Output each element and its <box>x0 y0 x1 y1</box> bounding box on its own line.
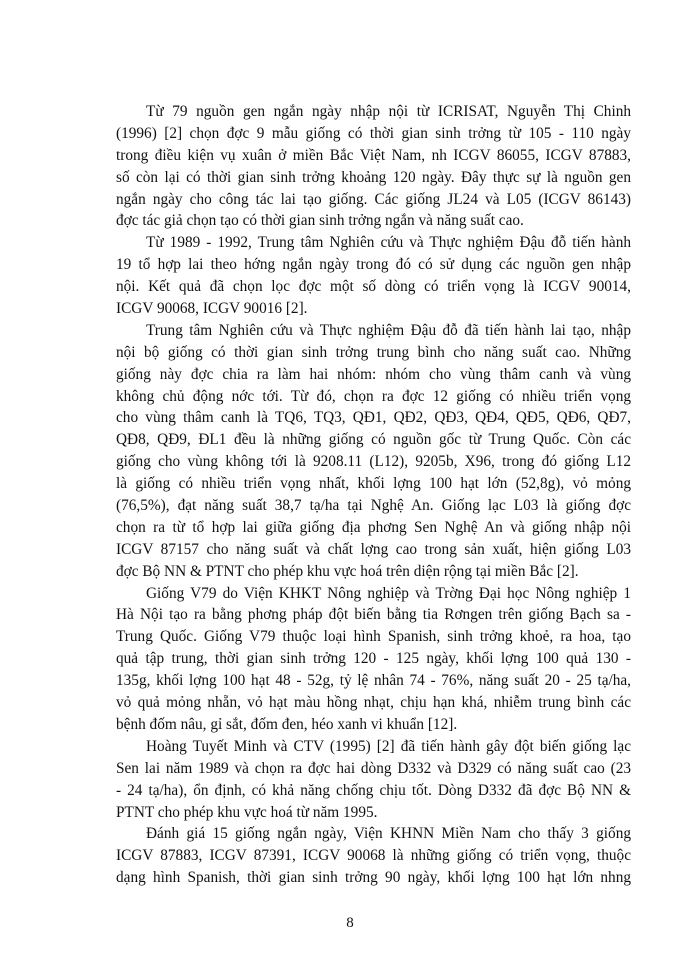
text-line: đợc Bộ NN & PTNT cho phép khu vực hoá trên diện rộng tại miền Bắc [2]. <box>116 562 579 580</box>
text-line: giống này đợc chia ra làm hai nhóm: nhóm cho vùng thâm canh và vùng <box>116 365 631 383</box>
text-line: vỏ quả mỏng nhẵn, vỏ hạt màu hồng nhạt, chịu hạn khá, nhiễm trung bình các <box>116 694 631 712</box>
text-line: ngắn ngày cho công tác lai tạo giống. Các giống JL24 và L05 (ICGV 86143) <box>116 190 631 208</box>
text-line: Trung tâm Nghiên cứu và Thực nghiệm Đậu đỗ đã tiến hành lai tạo, nhập <box>146 321 631 339</box>
text-line: QĐ8, QĐ9, ĐL1 đều là những giống có nguồn gốc từ Trung Quốc. Còn các <box>116 431 631 449</box>
page-number: 8 <box>346 915 354 931</box>
text-line: Đánh giá 15 giống ngắn ngày, Viện KHNN Miền Nam cho thấy 3 giống <box>146 825 631 843</box>
text-line: không chủ động nớc tới. Từ đó, chọn ra đợc 12 giống có nhiều triển vọng <box>116 387 631 405</box>
paragraph-6 <box>116 823 631 889</box>
text-line: Từ 1989 - 1992, Trung tâm Nghiên cứu và Thực nghiệm Đậu đỗ tiến hành <box>146 234 631 252</box>
text-line: Giống V79 do Viện KHKT Nông nghiệp và Trờng Đại học Nông nghiệp 1 <box>146 584 631 602</box>
text-line: nội bộ giống có thời gian sinh trởng trung bình cho năng suất cao. Những <box>116 343 631 361</box>
text-line: ICGV 87883, ICGV 87391, ICGV 90068 là những giống có triển vọng, thuộc <box>116 847 631 865</box>
text-line: Hoàng Tuyết Minh và CTV (1995) [2] đã tiến hành gây đột biến giống lạc <box>146 737 631 755</box>
paragraph-5 <box>116 736 631 824</box>
paragraph-4 <box>116 583 631 736</box>
text-line: quả tập trung, thời gian sinh trởng 120 - 125 ngày, khối lợng 100 quả 130 - <box>116 650 631 668</box>
text-line: PTNT cho phép khu vực hoá từ năm 1995. <box>116 803 378 821</box>
text-line: - 24 tạ/ha), ổn định, có khả năng chống chịu tốt. Dòng D332 đã đợc Bộ NN & <box>116 781 631 799</box>
text-line: đợc tác giả chọn tạo có thời gian sinh trởng ngắn và năng suất cao. <box>116 212 524 230</box>
text-line: là giống có nhiều triển vọng nhất, khối lợng 100 hạt lớn (52,8g), vỏ mỏng <box>116 475 631 493</box>
text-line: cho vùng thâm canh là TQ6, TQ3, QĐ1, QĐ2, QĐ3, QĐ4, QĐ5, QĐ6, QĐ7, <box>116 409 631 427</box>
paragraph-3 <box>116 320 631 583</box>
text-line: dạng hình Spanish, thời gian sinh trởng 90 ngày, khối lợng 100 hạt lớn nhng <box>116 869 631 887</box>
text-line: Sen lai năm 1989 và chọn ra đợc hai dòng D332 và D329 có năng suất cao (23 <box>116 759 631 777</box>
text-line: trong điều kiện vụ xuân ở miền Bắc Việt Nam, nh ICGV 86055, ICGV 87883, <box>116 146 631 164</box>
text-line: chọn ra từ tổ hợp lai giữa giống địa phơng Sen Nghệ An và giống nhập nội <box>116 518 631 536</box>
text-line: Hà Nội tạo ra bằng phơng pháp đột biến bằng tia Rơngen trên giống Bạch sa - <box>116 606 631 624</box>
text-line: giống cho vùng không tới là 9208.11 (L12), 9205b, X96, trong đó giống L12 <box>116 453 631 471</box>
text-line: số còn lại có thời gian sinh trởng khoảng 120 ngày. Đây thực sự là nguồn gen <box>116 168 631 186</box>
paragraph-1 <box>116 101 631 232</box>
text-line: ICGV 90068, ICGV 90016 [2]. <box>116 300 308 318</box>
text-line: nội. Kết quả đã chọn lọc đợc một số dòng có triển vọng là ICGV 90014, <box>116 278 631 296</box>
paragraph-2 <box>116 232 631 320</box>
text-line: 19 tổ hợp lai theo hớng ngắn ngày trong đó có sử dụng các nguồn gen nhập <box>116 256 631 274</box>
text-line: 135g, khối lợng 100 hạt 48 - 52g, tỷ lệ nhân 74 - 76%, năng suất 20 - 25 tạ/ha, <box>116 672 631 690</box>
text-line: (1996) [2] chọn đợc 9 mẫu giống có thời gian sinh trởng từ 105 - 110 ngày <box>116 124 631 142</box>
text-line: Từ 79 nguồn gen ngắn ngày nhập nội từ ICRISAT, Nguyễn Thị Chinh <box>146 103 631 120</box>
body-text <box>116 101 631 889</box>
text-line: ICGV 87157 cho năng suất và chất lợng cao trong sản xuất, hiện giống L03 <box>116 540 631 558</box>
text-line: Trung Quốc. Giống V79 thuộc loại hình Spanish, sinh trởng khoẻ, ra hoa, tạo <box>116 628 631 646</box>
text-line: bệnh đốm nâu, gỉ sắt, đốm đen, héo xanh vi khuẩn [12]. <box>116 715 458 733</box>
text-line: (76,5%), đạt năng suất 38,7 tạ/ha tại Nghệ An. Giống lạc L03 là giống đợc <box>116 497 631 515</box>
